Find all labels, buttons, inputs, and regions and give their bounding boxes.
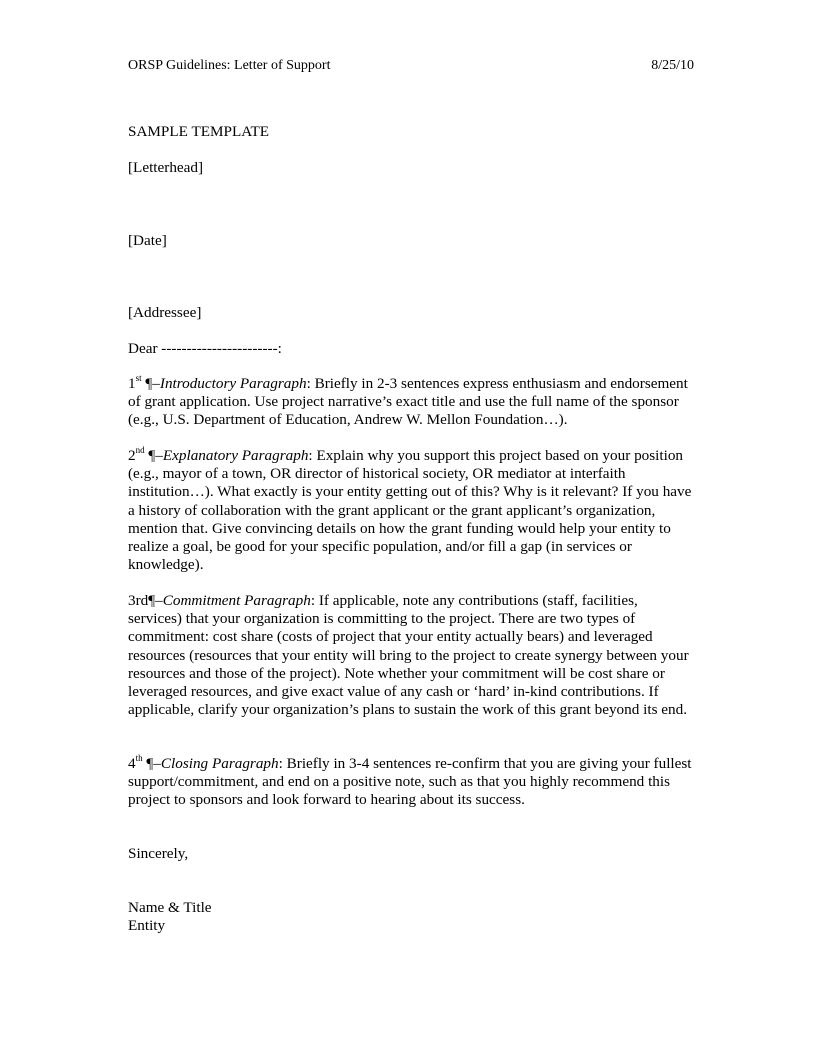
paragraph-explanatory — [128, 444, 694, 574]
paragraph-commitment — [128, 592, 694, 719]
paragraph-text: : Explain why you support this project based on your position (e.g., mayor of a town, OR director of historical society, OR mediator at interfaith institution…). What exactly is your entity getting out of this? Why is it relevant? If you have a history of collaboration with the grant applicant or the grant applicant’s organization, mention that. Give convincing details on how the grant funding would help your entity to realize a goal, be good for your specific population, and/or fill a gap (in services or knowledge). — [128, 447, 692, 574]
paragraph-ordinal-number: 2 — [128, 447, 136, 464]
paragraph-ordinal-suffix: th — [135, 752, 143, 763]
signature-name-title: Name & Title — [128, 899, 212, 916]
paragraph-marker: ¶– — [144, 447, 163, 464]
paragraph-ordinal-number: 4 — [128, 755, 136, 772]
salutation: Dear -----------------------: — [128, 340, 282, 357]
date-placeholder: [Date] — [128, 232, 167, 249]
paragraph-ordinal-number: 1 — [128, 375, 136, 392]
paragraph-closing — [128, 752, 694, 810]
paragraph-ordinal-suffix: nd — [135, 444, 145, 455]
paragraph-heading: Explanatory Paragraph — [162, 447, 309, 464]
closing-sincerely: Sincerely, — [128, 845, 189, 862]
paragraph-marker: ¶– — [148, 592, 163, 609]
paragraph-marker: ¶– — [141, 375, 160, 392]
paragraph-text: : Briefly in 2-3 sentences express enthusiasm and endorsement of grant application. Use project narrative’s exact title and use the full name of the sponsor (e.g., U.S. Department of Education, Andrew W. Mellon Foundation…). — [128, 375, 688, 429]
sample-template-heading: SAMPLE TEMPLATE — [128, 123, 270, 140]
paragraph-heading: Commitment Paragraph — [162, 592, 311, 609]
paragraph-introductory — [128, 372, 694, 430]
signature-entity: Entity — [128, 917, 166, 934]
paragraph-ordinal-number: 3rd — [128, 592, 149, 609]
paragraph-heading: Introductory Paragraph — [159, 375, 307, 392]
paragraph-ordinal-suffix: st — [135, 372, 142, 383]
header-date: 8/25/10 — [651, 58, 694, 73]
paragraph-heading: Closing Paragraph — [160, 755, 279, 772]
paragraph-marker: ¶– — [142, 755, 161, 772]
paragraph-text: : Briefly in 3-4 sentences re-confirm that you are giving your fullest support/commitment, and end on a positive note, such as that you highly recommend this project to sponsors and look forward to hearing about its success. — [128, 755, 692, 809]
addressee-placeholder: [Addressee] — [128, 304, 202, 321]
paragraph-text: : If applicable, note any contributions (staff, facilities, services) that your organization is committing to the project. There are two types of commitment: cost share (costs of project that your entity actually bears) and leveraged resources (resources that your entity will bring to the project to create synergy between your resources and those of the project). Note whether your commitment will be cost share or leveraged resources, and give exact value of any cash or ‘hard’ in-kind contributions. If applicable, clarify your organization’s plans to sustain the work of this grant beyond its end. — [128, 592, 689, 719]
header-title: ORSP Guidelines: Letter of Support — [128, 58, 331, 73]
letterhead-placeholder: [Letterhead] — [128, 159, 204, 176]
